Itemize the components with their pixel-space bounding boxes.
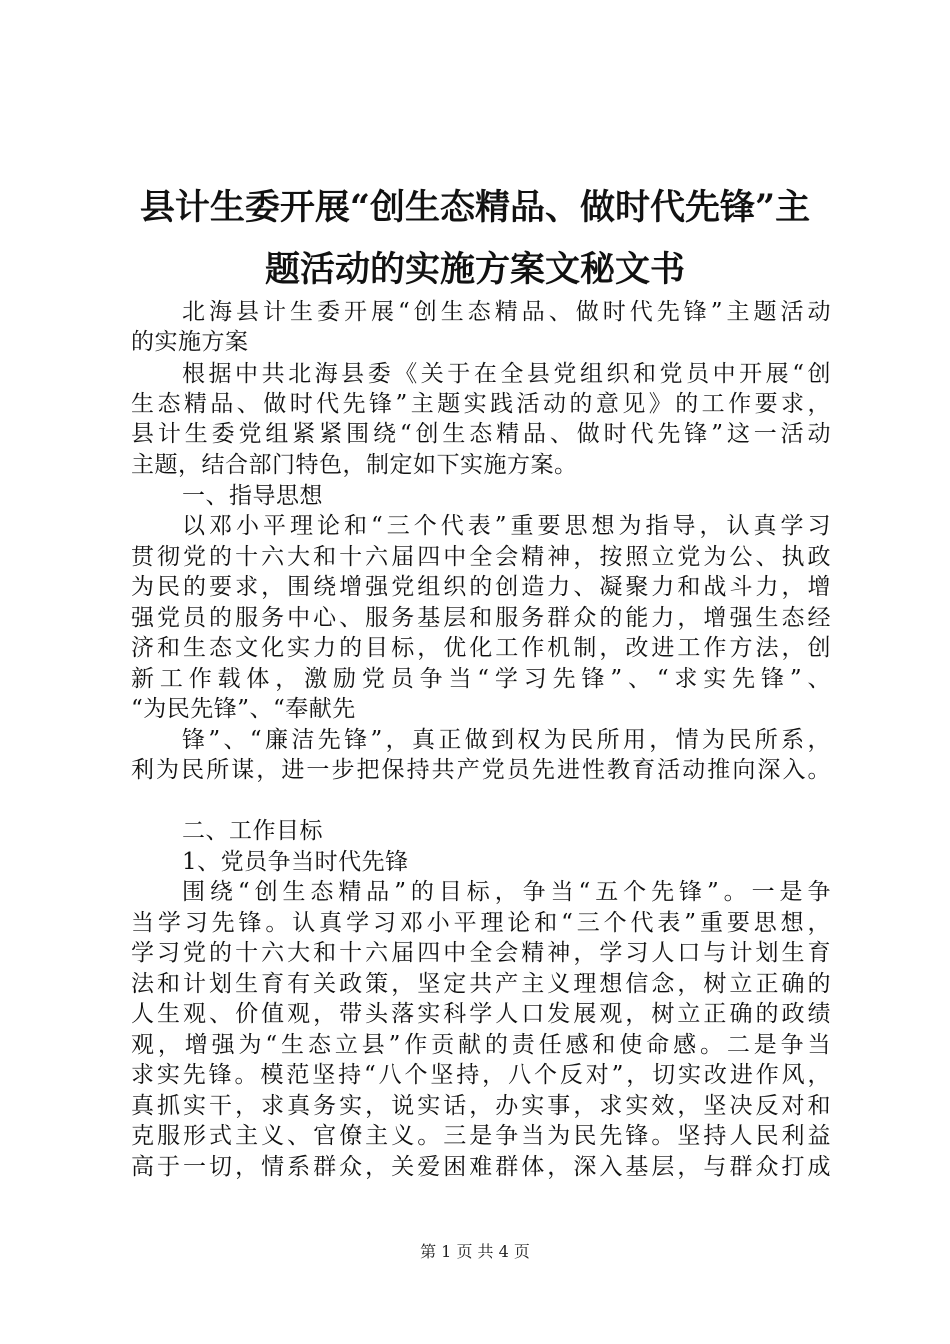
body-line: 学习党的十六大和十六届四中全会精神，学习人口与计划生育 (131, 940, 831, 966)
body-line: 县计生委党组紧紧围绕“创生态精品、做时代先锋”这一活动 (131, 421, 831, 447)
body-line: 强党员的服务中心、服务基层和服务群众的能力，增强生态经 (131, 605, 831, 631)
body-line: 主题，结合部门特色，制定如下实施方案。 (131, 452, 578, 478)
document-title-line-1: 县计生委开展“创生态精品、做时代先锋”主 (139, 187, 811, 228)
page-footer: 第 1 页 共 4 页 (420, 1242, 530, 1261)
body-line: 锋”、“廉洁先锋”，真正做到权为民所用，情为民所系， (182, 727, 831, 753)
body-line: 真抓实干，求真务实，说实话，办实事，求实效，坚决反对和 (131, 1093, 831, 1119)
body-line: 北海县计生委开展“创生态精品、做时代先锋”主题活动 (182, 299, 831, 325)
body-line: 济和生态文化实力的目标，优化工作机制，改进工作方法，创 (131, 635, 831, 661)
body-line: 新工作载体，激励党员争当“学习先锋”、“求实先锋”、 (131, 666, 831, 692)
body-line: 人生观、价值观，带头落实科学人口发展观，树立正确的政绩 (131, 1001, 831, 1027)
body-line: 围绕“创生态精品”的目标，争当“五个先锋”。一是争 (182, 879, 831, 905)
body-line: 根据中共北海县委《关于在全县党组织和党员中开展“创 (182, 361, 831, 387)
body-line: 生态精品、做时代先锋”主题实践活动的意见》的工作要求， (131, 391, 831, 417)
body-line: 贯彻党的十六大和十六届四中全会精神，按照立党为公、执政 (131, 544, 831, 570)
subsection-heading: 1、党员争当时代先锋 (182, 849, 409, 875)
body-line: 法和计划生育有关政策，坚定共产主义理想信念，树立正确的 (131, 971, 831, 997)
body-line: 的实施方案 (131, 329, 249, 355)
document-title-line-2: 题活动的实施方案文秘文书 (264, 249, 685, 290)
body-line: 求实先锋。模范坚持“八个坚持，八个反对”，切实改进作风， (131, 1062, 831, 1088)
body-line: 以邓小平理论和“三个代表”重要思想为指导，认真学习 (182, 513, 831, 539)
body-line: 观，增强为“生态立县”作贡献的责任感和使命感。二是争当 (131, 1032, 831, 1058)
body-line: 利为民所谋，进一步把保持共产党员先进性教育活动推向深入。 (131, 757, 831, 783)
body-line: “为民先锋”、“奉献先 (131, 696, 356, 722)
body-line: 当学习先锋。认真学习邓小平理论和“三个代表”重要思想， (131, 910, 831, 936)
body-line: 克服形式主义、官僚主义。三是争当为民先锋。坚持人民利益 (131, 1123, 831, 1149)
body-line: 为民的要求，围绕增强党组织的创造力、凝聚力和战斗力，增 (131, 574, 831, 600)
body-line: 高于一切，情系群众，关爱困难群体，深入基层，与群众打成 (131, 1154, 831, 1180)
section-heading: 二、工作目标 (182, 818, 323, 844)
section-heading: 一、指导思想 (182, 483, 323, 509)
